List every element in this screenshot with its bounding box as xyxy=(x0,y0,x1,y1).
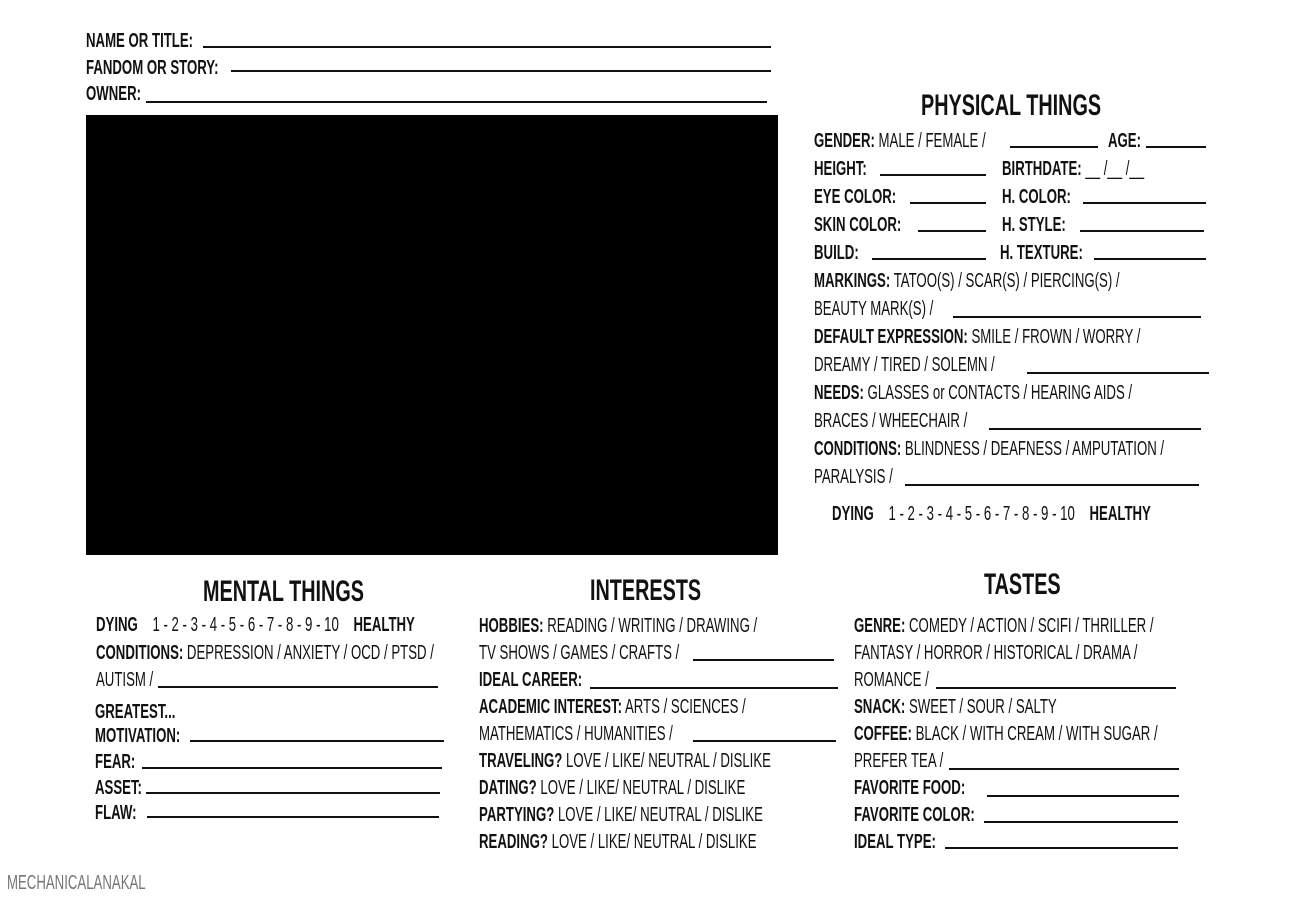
hobbies-options-cont: TV SHOWS / GAMES / CRAFTS / xyxy=(479,642,680,664)
fear-input-line[interactable] xyxy=(142,767,442,769)
academic-other-line[interactable] xyxy=(693,740,836,742)
height-row xyxy=(814,157,894,181)
mental-things-title: MENTAL THINGS xyxy=(203,575,364,608)
favorite-color-row xyxy=(854,803,1037,827)
height-label: HEIGHT: xyxy=(814,158,867,180)
motivation-input-line[interactable] xyxy=(190,740,444,742)
mental-scale-high: HEALTHY xyxy=(353,614,415,636)
hobbies-options: READING / WRITING / DRAWING / xyxy=(547,615,758,637)
coffee-label: COFFEE: xyxy=(854,723,912,745)
mental-scale-numbers[interactable]: 1 - 2 - 3 - 4 - 5 - 6 - 7 - 8 - 9 - 10 xyxy=(152,614,339,636)
flaw-label: FLAW: xyxy=(95,802,137,824)
fandom-field-row xyxy=(86,56,287,80)
expression-options: SMILE / FROWN / WORRY / xyxy=(971,326,1141,348)
partying-options[interactable]: LOVE / LIKE/ NEUTRAL / DISLIKE xyxy=(557,804,763,826)
eye-color-label: EYE COLOR: xyxy=(814,186,897,208)
academic-label: ACADEMIC INTEREST: xyxy=(479,696,623,718)
flaw-input-line[interactable] xyxy=(147,816,439,818)
skin-color-input-line[interactable] xyxy=(918,230,986,232)
fear-row xyxy=(95,750,156,774)
partying-label: PARTYING? xyxy=(479,804,555,826)
dating-options[interactable]: LOVE / LIKE/ NEUTRAL / DISLIKE xyxy=(540,777,746,799)
ideal-type-row xyxy=(854,830,978,854)
hair-color-label: H. COLOR: xyxy=(1002,186,1071,208)
watermark: MECHANICALANAKAL xyxy=(7,872,146,894)
gender-options: MALE / FEMALE / xyxy=(878,130,986,152)
mental-conditions-options: DEPRESSION / ANXIETY / OCD / PTSD / xyxy=(186,642,434,664)
hobbies-row-1 xyxy=(479,614,901,638)
partying-row xyxy=(479,803,909,827)
genre-options-cont-2: ROMANCE / xyxy=(854,669,929,691)
skin-color-row xyxy=(814,213,946,237)
hair-style-label: H. STYLE: xyxy=(1002,214,1066,236)
eye-color-row xyxy=(814,185,938,209)
needs-row-1 xyxy=(814,381,1296,405)
needs-other-line[interactable] xyxy=(989,428,1201,430)
snack-options[interactable]: SWEET / SOUR / SALTY xyxy=(909,696,1057,718)
dating-row xyxy=(479,776,882,800)
mental-conditions-row-2 xyxy=(96,668,183,692)
age-label: AGE: xyxy=(1108,130,1141,152)
dating-label: DATING? xyxy=(479,777,537,799)
traveling-label: TRAVELING? xyxy=(479,750,563,772)
skin-color-label: SKIN COLOR: xyxy=(814,214,902,236)
markings-label: MARKINGS: xyxy=(814,270,891,292)
height-input-line[interactable] xyxy=(880,174,986,176)
hair-texture-input-line[interactable] xyxy=(1094,258,1206,260)
markings-options-cont: BEAUTY MARK(S) / xyxy=(814,298,934,320)
expression-other-line[interactable] xyxy=(1027,372,1209,374)
academic-options-cont: MATHEMATICS / HUMANITIES / xyxy=(479,723,673,745)
genre-label: GENRE: xyxy=(854,615,906,637)
career-label: IDEAL CAREER: xyxy=(479,669,583,691)
hobbies-label: HOBBIES: xyxy=(479,615,544,637)
physical-scale-low: DYING xyxy=(832,503,874,525)
hair-color-input-line[interactable] xyxy=(1083,202,1206,204)
academic-row-2 xyxy=(479,722,773,746)
traveling-options[interactable]: LOVE / LIKE/ NEUTRAL / DISLIKE xyxy=(566,750,771,772)
favorite-color-input-line[interactable] xyxy=(984,821,1178,823)
fear-label: FEAR: xyxy=(95,751,136,773)
mental-conditions-label: CONDITIONS: xyxy=(96,642,184,664)
needs-label: NEEDS: xyxy=(814,382,864,404)
mental-scale-low: DYING xyxy=(96,614,138,636)
hair-color-row xyxy=(1002,185,1106,209)
build-input-line[interactable] xyxy=(872,258,986,260)
favorite-food-input-line[interactable] xyxy=(987,795,1179,797)
asset-input-line[interactable] xyxy=(146,792,440,794)
ideal-type-label: IDEAL TYPE: xyxy=(854,831,936,853)
hobbies-row-2 xyxy=(479,641,782,665)
genre-options: COMEDY / ACTION / SCIFI / THRILLER / xyxy=(909,615,1154,637)
physical-conditions-options-cont: PARALYSIS / xyxy=(814,466,893,488)
coffee-other-line[interactable] xyxy=(949,768,1179,770)
gender-label: GENDER: xyxy=(814,130,875,152)
name-label: NAME OR TITLE: xyxy=(86,30,194,52)
genre-row-2 xyxy=(854,641,1283,665)
hair-texture-row xyxy=(1000,241,1126,265)
favorite-color-label: FAVORITE COLOR: xyxy=(854,804,975,826)
reading-row xyxy=(479,830,900,854)
hobbies-other-line[interactable] xyxy=(693,659,834,661)
asset-label: ASSET: xyxy=(95,777,142,799)
physical-conditions-options: BLINDNESS / DEAFNESS / AMPUTATION / xyxy=(904,438,1165,460)
reading-options[interactable]: LOVE / LIKE/ NEUTRAL / DISLIKE xyxy=(551,831,757,853)
age-input-line[interactable] xyxy=(1146,146,1206,148)
expression-options-cont: DREAMY / TIRED / SOLEMN / xyxy=(814,354,995,376)
coffee-options: BLACK / WITH CREAM / WITH SUGAR / xyxy=(915,723,1158,745)
markings-other-line[interactable] xyxy=(953,316,1201,318)
build-label: BUILD: xyxy=(814,242,859,264)
gender-other-line[interactable] xyxy=(1010,146,1098,148)
needs-options-cont: BRACES / WHEECHAIR / xyxy=(814,410,968,432)
hair-style-input-line[interactable] xyxy=(1080,230,1204,232)
snack-label: SNACK: xyxy=(854,696,906,718)
character-image-area xyxy=(86,115,778,555)
asset-row xyxy=(95,776,166,800)
greatest-heading: GREATEST... xyxy=(95,701,176,723)
fandom-label: FANDOM OR STORY: xyxy=(86,57,219,79)
genre-options-cont: FANTASY / HORROR / HISTORICAL / DRAMA / xyxy=(854,642,1138,664)
physical-health-scale xyxy=(832,502,1299,526)
build-row xyxy=(814,241,882,265)
snack-row xyxy=(854,695,1161,719)
age-row xyxy=(1108,129,1158,153)
interests-title: INTERESTS xyxy=(590,574,702,607)
needs-options: GLASSES or CONTACTS / HEARING AIDS / xyxy=(867,382,1133,404)
academic-row-1 xyxy=(479,695,883,719)
owner-label: OWNER: xyxy=(86,83,141,105)
motivation-label: MOTIVATION: xyxy=(95,725,181,747)
physical-scale-numbers[interactable]: 1 - 2 - 3 - 4 - 5 - 6 - 7 - 8 - 9 - 10 xyxy=(888,503,1075,525)
physical-conditions-other-line[interactable] xyxy=(905,484,1199,486)
mental-conditions-options-cont: AUTISM / xyxy=(96,669,154,691)
name-field-row xyxy=(86,29,248,53)
academic-options: ARTS / SCIENCES / xyxy=(624,696,746,718)
ideal-type-input-line[interactable] xyxy=(945,847,1178,849)
physical-conditions-label: CONDITIONS: xyxy=(814,438,902,460)
markings-row-1 xyxy=(814,269,1277,293)
expression-label: DEFAULT EXPRESSION: xyxy=(814,326,968,348)
career-input-line[interactable] xyxy=(590,687,838,689)
coffee-row-1 xyxy=(854,722,1299,746)
markings-options: TATOO(S) / SCAR(S) / PIERCING(S) / xyxy=(893,270,1120,292)
physical-conditions-row-1 xyxy=(814,437,1299,461)
expression-row-1 xyxy=(814,325,1299,349)
owner-input-line[interactable] xyxy=(146,101,767,103)
tastes-title: TASTES xyxy=(984,568,1061,601)
reading-label: READING? xyxy=(479,831,548,853)
name-input-line[interactable] xyxy=(203,46,771,48)
coffee-options-cont: PREFER TEA / xyxy=(854,750,944,772)
gender-row xyxy=(814,129,1074,153)
eye-color-input-line[interactable] xyxy=(910,202,986,204)
genre-other-line[interactable] xyxy=(936,687,1176,689)
favorite-food-label: FAVORITE FOOD: xyxy=(854,777,966,799)
motivation-row xyxy=(95,724,224,748)
hair-style-row xyxy=(1002,213,1099,237)
birthdate-label: BIRTHDATE: xyxy=(1002,158,1082,180)
physical-things-title: PHYSICAL THINGS xyxy=(921,89,1102,122)
physical-scale-high: HEALTHY xyxy=(1089,503,1151,525)
mental-conditions-other-line[interactable] xyxy=(158,686,438,688)
birthdate-blank[interactable]: __ /__ /__ xyxy=(1085,158,1145,180)
hair-texture-label: H. TEXTURE: xyxy=(1000,242,1083,264)
genre-row-1 xyxy=(854,614,1299,638)
flaw-row xyxy=(95,801,158,825)
fandom-input-line[interactable] xyxy=(231,70,771,72)
birthdate-row xyxy=(1002,157,1217,181)
